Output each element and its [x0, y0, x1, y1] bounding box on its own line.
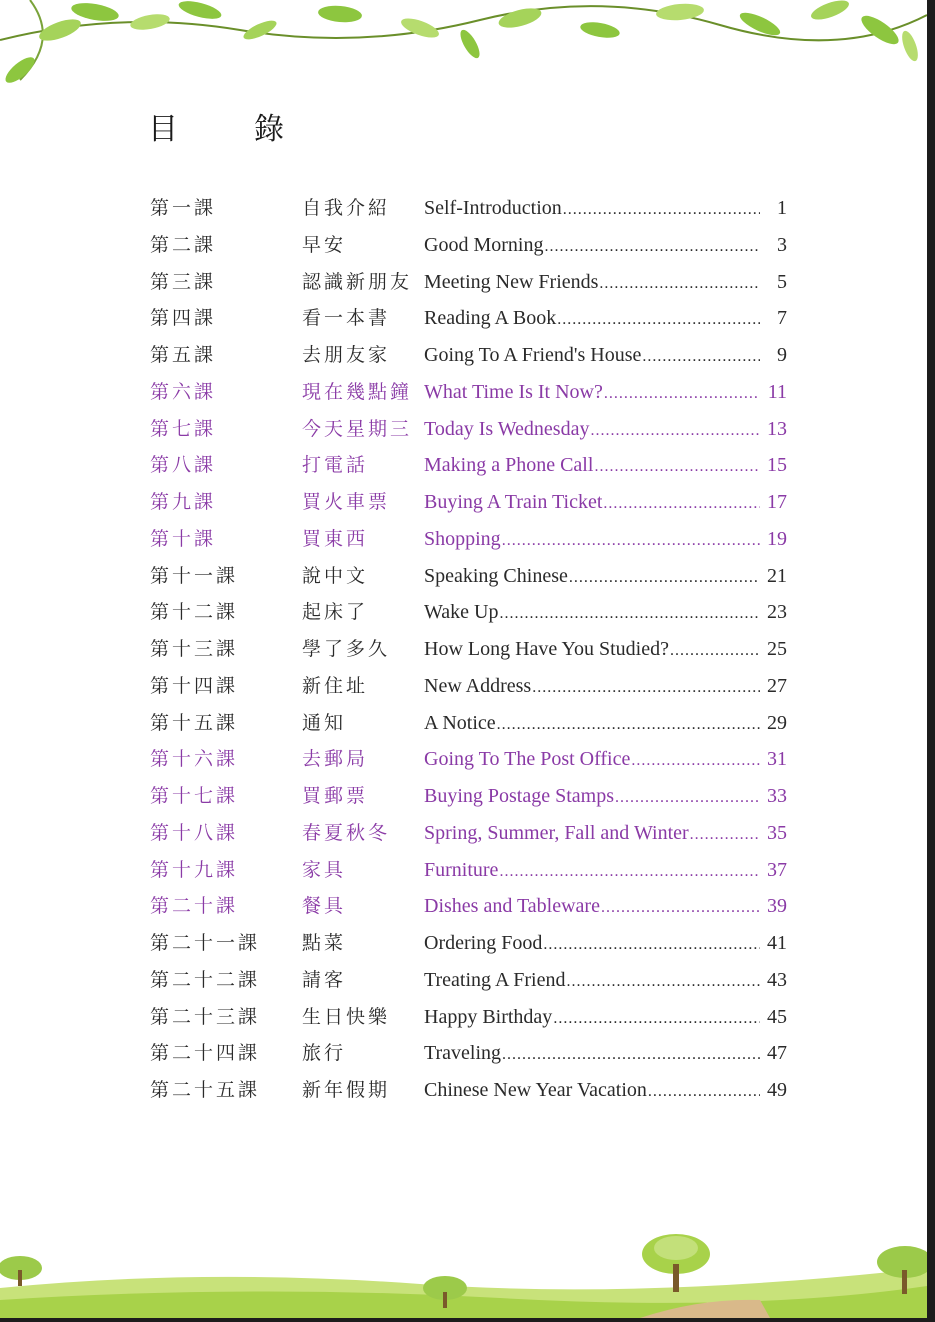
lesson-title-chinese: 家具: [302, 858, 347, 881]
toc-row[interactable]: [150, 594, 790, 631]
dot-leader: [642, 339, 760, 375]
lesson-title-english: Going To A Friend's House: [424, 344, 642, 366]
lesson-title-english: Buying A Train Ticket: [424, 491, 603, 513]
dot-leader: [502, 1037, 760, 1073]
toc-row[interactable]: [150, 484, 790, 521]
toc-row[interactable]: [150, 815, 790, 852]
dot-leader: [563, 192, 760, 228]
lesson-title-chinese: 認識新朋友: [302, 270, 413, 293]
page-number: 41: [767, 932, 787, 954]
page-number: 9: [777, 344, 787, 366]
lesson-title-english-wrap: [424, 741, 760, 779]
dot-leader: [569, 560, 760, 596]
lesson-title-english-wrap: [424, 888, 760, 926]
lesson-title-english: Traveling: [424, 1042, 502, 1065]
page-title: [148, 104, 308, 148]
dot-leader: [603, 486, 760, 522]
lesson-title-english: Good Morning: [424, 233, 544, 256]
page-number: 25: [767, 638, 787, 660]
lesson-title-english: Spring, Summer, Fall and Winter: [424, 821, 689, 844]
page-number: 45: [767, 1005, 787, 1028]
lesson-title-english-wrap: [424, 558, 760, 596]
page-number: 21: [767, 564, 787, 587]
lesson-title-english: Self-Introduction: [424, 197, 562, 219]
toc-row[interactable]: [150, 962, 790, 999]
dot-leader: [690, 817, 760, 853]
toc-row[interactable]: [150, 925, 790, 962]
page-number: 35: [767, 821, 787, 844]
lesson-title-chinese: 打電話: [302, 454, 369, 477]
lesson-title-english: Happy Birthday: [424, 1005, 553, 1028]
dot-leader: [544, 229, 760, 265]
lesson-title-english-wrap: [424, 815, 760, 853]
page-number: 49: [767, 1079, 787, 1101]
lesson-title-chinese: 今天星期三: [302, 417, 413, 440]
toc-row[interactable]: [150, 668, 790, 705]
lesson-number: 第三課: [150, 270, 217, 293]
dot-leader: [567, 964, 761, 1000]
lesson-number: 第十一課: [150, 564, 239, 587]
lesson-title-english: Wake Up: [424, 601, 499, 624]
lesson-number: 第六課: [150, 380, 217, 403]
lesson-title-chinese: 通知: [302, 711, 347, 734]
lesson-number: 第七課: [150, 417, 217, 440]
lesson-title-english: Reading A Book: [424, 307, 557, 330]
dot-leader: [670, 633, 760, 669]
page-number: 37: [767, 858, 787, 881]
lesson-title-english: Ordering Food: [424, 932, 543, 954]
lesson-number: 第八課: [150, 454, 217, 477]
lesson-title-chinese: 去朋友家: [302, 344, 391, 366]
toc-row[interactable]: [150, 447, 790, 484]
lesson-title-english-wrap: [424, 1072, 760, 1110]
lesson-title-chinese: 請客: [302, 968, 347, 991]
page-number: 3: [777, 233, 787, 256]
lesson-title-chinese: 旅行: [302, 1042, 347, 1065]
lesson-number: 第二十三課: [150, 1005, 261, 1028]
lesson-title-chinese: 生日快樂: [302, 1005, 391, 1028]
lesson-title-chinese: 點菜: [302, 932, 347, 954]
toc-row[interactable]: [150, 521, 790, 558]
page-number: 11: [767, 380, 787, 403]
dot-leader: [502, 523, 760, 559]
page-number: 7: [777, 307, 787, 330]
lesson-title-chinese: 現在幾點鐘: [302, 380, 413, 403]
dot-leader: [594, 449, 760, 485]
lesson-title-english-wrap: [424, 374, 760, 412]
lesson-title-chinese: 學了多久: [302, 638, 391, 660]
dot-leader: [499, 596, 760, 632]
toc-row[interactable]: [150, 227, 790, 264]
lesson-number: 第五課: [150, 344, 217, 366]
lesson-title-chinese: 新年假期: [302, 1079, 391, 1101]
page-number: 13: [767, 417, 787, 440]
lesson-title-english: Buying Postage Stamps: [424, 785, 615, 807]
page-number: 27: [767, 674, 787, 697]
lesson-number: 第四課: [150, 307, 217, 330]
toc-row[interactable]: [150, 337, 790, 374]
page-number: 29: [767, 711, 787, 734]
toc-row[interactable]: [150, 888, 790, 925]
lesson-number: 第二課: [150, 233, 217, 256]
lesson-title-english: Meeting New Friends: [424, 270, 599, 293]
dot-leader: [590, 413, 760, 449]
lesson-title-english: Furniture: [424, 858, 499, 881]
toc-row[interactable]: [150, 852, 790, 889]
lesson-title-english: Dishes and Tableware: [424, 895, 600, 918]
dot-leader: [499, 854, 760, 890]
lesson-title-english-wrap: [424, 778, 760, 816]
lesson-title-english-wrap: [424, 337, 760, 375]
toc-row[interactable]: [150, 190, 790, 227]
lesson-title-chinese: 早安: [302, 233, 347, 256]
page-number: 39: [767, 895, 787, 918]
lesson-title-english-wrap: [424, 962, 760, 1000]
lesson-number: 第十八課: [150, 821, 239, 844]
toc-row[interactable]: [150, 999, 790, 1036]
lesson-title-english-wrap: [424, 705, 760, 743]
lesson-title-chinese: 看一本書: [302, 307, 391, 330]
dot-leader: [497, 707, 760, 743]
lesson-title-english-wrap: [424, 852, 760, 890]
page-number: 33: [767, 785, 787, 807]
page-number: 31: [767, 748, 787, 771]
lesson-title-english: New Address: [424, 674, 532, 697]
toc-row[interactable]: [150, 705, 790, 742]
toc-row[interactable]: [150, 1072, 790, 1109]
grass-trees-icon: [0, 1208, 927, 1318]
lesson-title-chinese: 餐具: [302, 895, 347, 918]
toc-row[interactable]: [150, 374, 790, 411]
lesson-title-chinese: 去郵局: [302, 748, 369, 771]
title-char-2: 錄: [254, 112, 284, 147]
lesson-title-english-wrap: [424, 411, 760, 449]
dot-leader: [532, 670, 760, 706]
lesson-title-english-wrap: [424, 521, 760, 559]
lesson-number: 第十二課: [150, 601, 239, 624]
page-number: 19: [767, 527, 787, 550]
toc-row[interactable]: [150, 1035, 790, 1072]
toc-row[interactable]: [150, 741, 790, 778]
lesson-title-english: Shopping: [424, 527, 501, 550]
lesson-title-chinese: 買火車票: [302, 491, 391, 513]
lesson-title-english: What Time Is It Now?: [424, 380, 603, 403]
lesson-number: 第二十五課: [150, 1079, 261, 1101]
toc-row[interactable]: [150, 264, 790, 301]
lesson-title-chinese: 起床了: [302, 601, 369, 624]
title-char-1: 目: [148, 112, 178, 147]
lesson-title-english-wrap: [424, 999, 760, 1037]
page-number: 17: [767, 491, 787, 513]
lesson-number: 第十課: [150, 527, 217, 550]
lesson-number: 第二十一課: [150, 932, 261, 954]
lesson-number: 第一課: [150, 197, 217, 219]
lesson-title-english: How Long Have You Studied?: [424, 638, 669, 660]
page-number: 43: [767, 968, 787, 991]
lesson-number: 第二十二課: [150, 968, 261, 991]
dot-leader: [557, 302, 760, 338]
dot-leader: [543, 927, 760, 963]
toc-row[interactable]: [150, 411, 790, 448]
lesson-title-chinese: 春夏秋冬: [302, 821, 391, 844]
lesson-title-english-wrap: [424, 264, 760, 302]
dot-leader: [553, 1001, 760, 1037]
lesson-title-english-wrap: [424, 594, 760, 632]
lesson-title-english: A Notice: [424, 711, 496, 734]
lesson-number: 第九課: [150, 491, 217, 513]
lesson-number: 第十五課: [150, 711, 239, 734]
page-number: 5: [777, 270, 787, 293]
lesson-title-english-wrap: [424, 227, 760, 265]
toc-row[interactable]: [150, 558, 790, 595]
page-edge-right: [927, 0, 935, 1322]
lesson-title-chinese: 新住址: [302, 674, 369, 697]
lesson-number: 第二十四課: [150, 1042, 261, 1065]
lesson-number: 第十四課: [150, 674, 239, 697]
dot-leader: [604, 376, 760, 412]
lesson-title-english-wrap: [424, 1035, 760, 1073]
page-number: 1: [777, 197, 787, 219]
vine-leaves-icon: [0, 0, 927, 90]
lesson-title-english-wrap: [424, 925, 760, 963]
lesson-title-english-wrap: [424, 631, 760, 669]
lesson-title-english-wrap: [424, 190, 760, 228]
dot-leader: [648, 1074, 760, 1110]
toc-row[interactable]: [150, 778, 790, 815]
lesson-title-english-wrap: [424, 668, 760, 706]
lesson-title-chinese: 買東西: [302, 527, 369, 550]
lesson-title-english: Chinese New Year Vacation: [424, 1079, 647, 1101]
page-edge-bottom: [0, 1318, 935, 1322]
lesson-title-english-wrap: [424, 300, 760, 338]
toc-row[interactable]: [150, 631, 790, 668]
page-number: 23: [767, 601, 787, 624]
table-of-contents: [150, 190, 790, 1109]
toc-row[interactable]: [150, 300, 790, 337]
lesson-number: 第十三課: [150, 638, 239, 660]
lesson-title-english: Going To The Post Office: [424, 748, 631, 771]
lesson-title-english: Speaking Chinese: [424, 564, 568, 587]
page-number: 47: [767, 1042, 787, 1065]
lesson-number: 第二十課: [150, 895, 239, 918]
lesson-title-chinese: 買郵票: [302, 785, 369, 807]
lesson-number: 第十七課: [150, 785, 239, 807]
lesson-number: 第十九課: [150, 858, 239, 881]
dot-leader: [601, 890, 760, 926]
dot-leader: [599, 266, 760, 302]
lesson-title-english-wrap: [424, 484, 760, 522]
lesson-title-english: Making a Phone Call: [424, 454, 594, 477]
lesson-title-chinese: 自我介紹: [302, 197, 391, 219]
lesson-title-chinese: 說中文: [302, 564, 369, 587]
page-number: 15: [767, 454, 787, 477]
lesson-title-english: Treating A Friend: [424, 968, 566, 991]
lesson-title-english-wrap: [424, 447, 760, 485]
dot-leader: [615, 780, 760, 816]
lesson-number: 第十六課: [150, 748, 239, 771]
dot-leader: [631, 743, 760, 779]
lesson-title-english: Today Is Wednesday: [424, 417, 590, 440]
